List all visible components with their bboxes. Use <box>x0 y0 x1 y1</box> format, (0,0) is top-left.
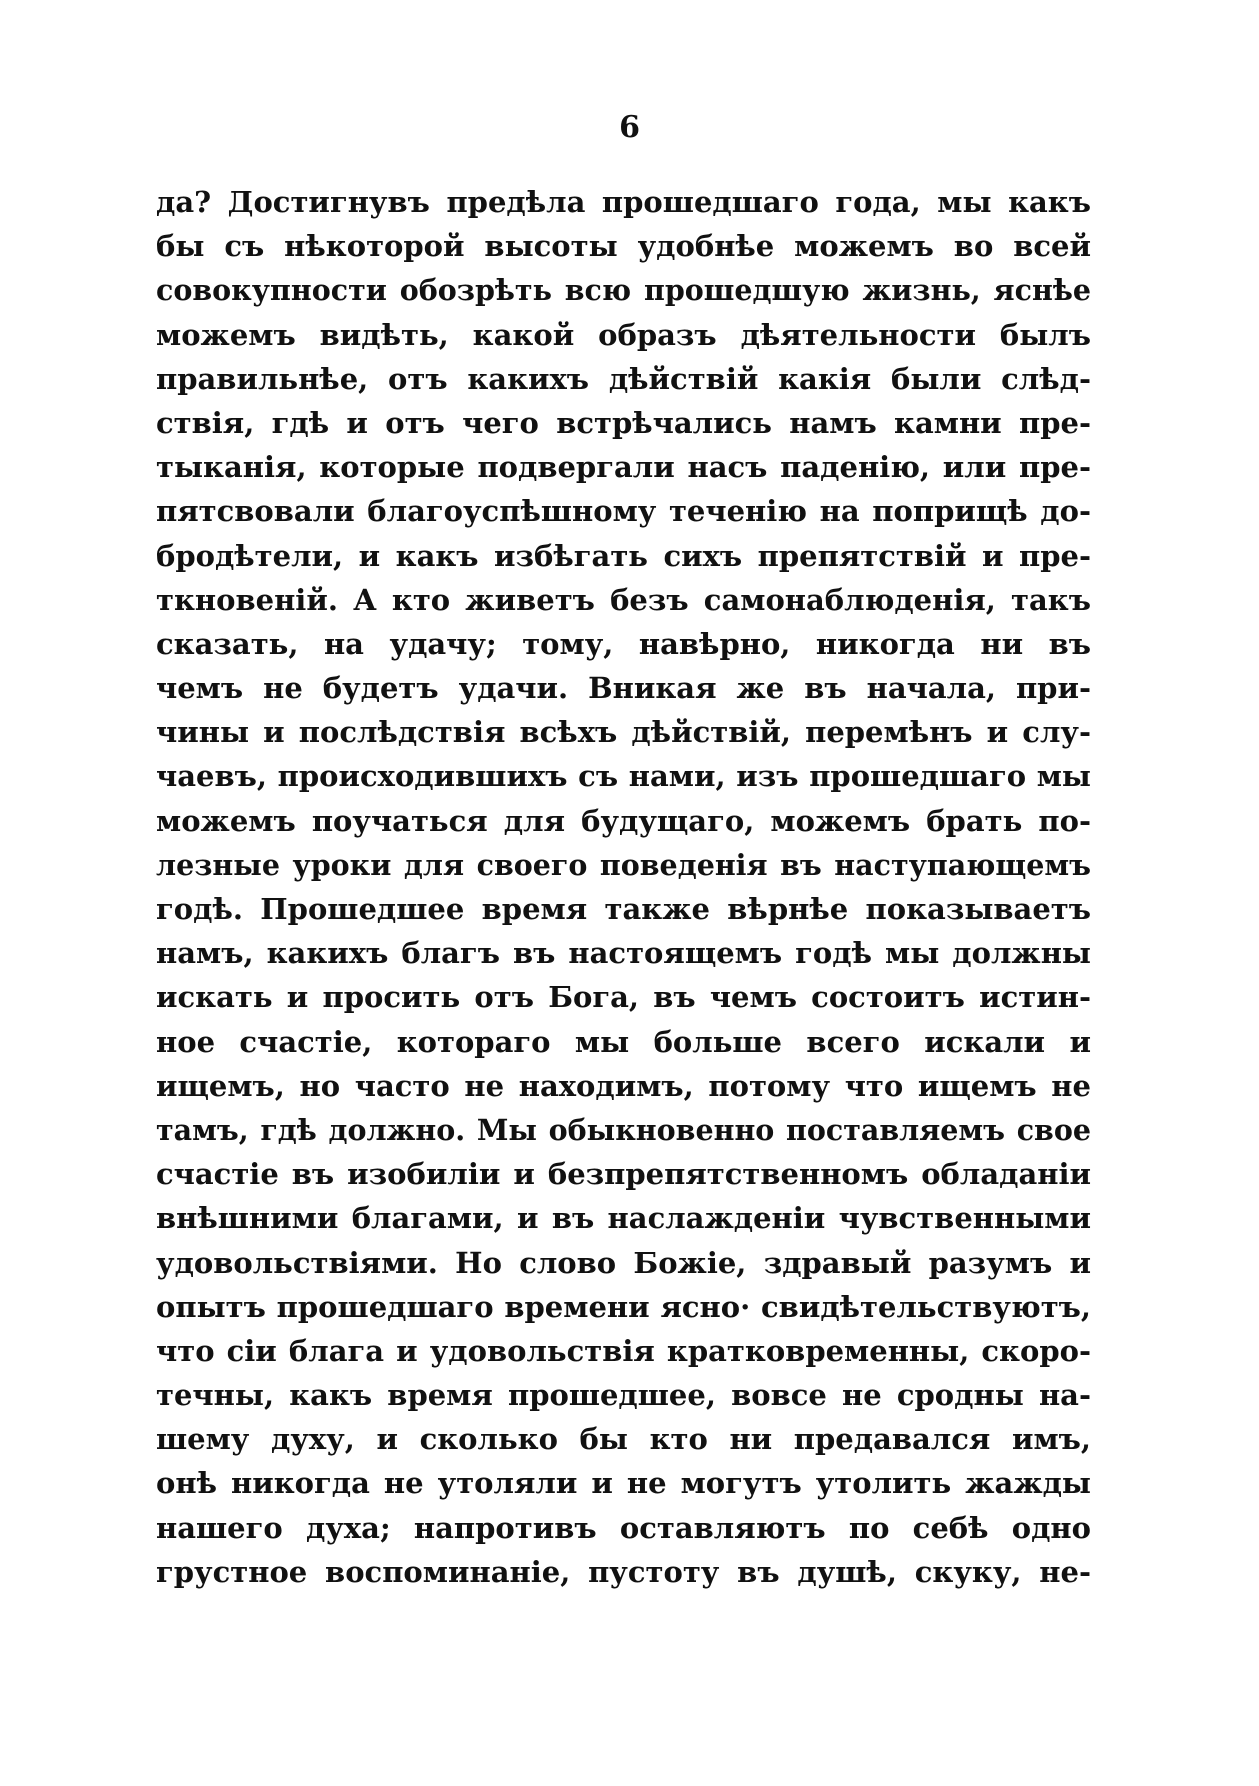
text-line: намъ, какихъ благъ въ настоящемъ годѣ мы должны <box>156 936 1091 971</box>
text-line: сказать, на удачу; тому, навѣрно, никогда ни въ <box>156 626 1091 661</box>
text-line: чемъ не будетъ удачи. Вникая же въ начала, при- <box>156 671 1091 706</box>
text-line: тыканія, которые подвергали насъ паденію, или пре- <box>156 450 1091 485</box>
text-line: совокупности обозрѣть всю прошедшую жизнь, яснѣе <box>156 273 1091 308</box>
text-line: ткновеній. А кто живетъ безъ самонаблюденія, такъ <box>156 582 1091 617</box>
text-line: можемъ поучаться для будущаго, можемъ брать по- <box>156 803 1091 838</box>
text-line: грустное воспоминаніе, пустоту въ душѣ, скуку, не- <box>156 1554 1091 1589</box>
text-line: течны, какъ время прошедшее, вовсе не сродны на- <box>156 1378 1091 1413</box>
text-line: опытъ прошедшаго времени ясно· свидѣтельствуютъ, <box>156 1289 1091 1324</box>
page-number: 6 <box>619 110 640 145</box>
text-line: можемъ видѣть, какой образъ дѣятельности былъ <box>156 317 1091 352</box>
text-line: годѣ. Прошедшее время также вѣрнѣе показываетъ <box>156 892 1091 926</box>
text-line: шему духу, и сколько бы кто ни предавался имъ, <box>156 1422 1091 1457</box>
text-line: лезные уроки для своего поведенія въ наступающемъ <box>156 847 1091 882</box>
text-line: нашего духа; напротивъ оставляютъ по себѣ одно <box>156 1510 1091 1545</box>
text-line: ное счастіе, котораго мы больше всего искали и <box>156 1024 1091 1059</box>
text-line: внѣшними благами, и въ наслажденіи чувственными <box>156 1201 1091 1236</box>
text-line: удовольствіями. Но слово Божіе, здравый разумъ и <box>156 1245 1091 1280</box>
body-text <box>156 180 1091 1594</box>
text-line: чины и послѣдствія всѣхъ дѣйствій, перемѣнъ и слу- <box>156 715 1091 750</box>
text-line: правильнѣе, отъ какихъ дѣйствій какія были слѣд- <box>156 361 1091 396</box>
text-line: счастіе въ изобиліи и безпрепятственномъ обладаніи <box>156 1157 1091 1192</box>
text-line: ствія, гдѣ и отъ чего встрѣчались намъ камни пре- <box>156 405 1091 440</box>
text-line: искать и просить отъ Бога, въ чемъ состоитъ истин- <box>156 980 1091 1015</box>
text-line: бродѣтели, и какъ избѣгать сихъ препятствій и пре- <box>156 538 1091 573</box>
text-line: тамъ, гдѣ должно. Мы обыкновенно поставляемъ свое <box>156 1112 1091 1147</box>
text-line: бы съ нѣкоторой высоты удобнѣе можемъ во всей <box>156 229 1091 264</box>
text-line: да? Достигнувъ предѣла прошедшаго года, мы какъ <box>156 185 1091 219</box>
text-line: что сіи блага и удовольствія кратковременны, скоро- <box>156 1333 1091 1368</box>
text-line: пятсвовали благоуспѣшному теченію на поприщѣ до- <box>156 494 1091 529</box>
text-line: чаевъ, происходившихъ съ нами, изъ прошедшаго мы <box>156 759 1091 794</box>
text-line: онѣ никогда не утоляли и не могутъ утолить жажды <box>156 1466 1091 1501</box>
text-line: ищемъ, но часто не находимъ, потому что ищемъ не <box>156 1068 1091 1103</box>
